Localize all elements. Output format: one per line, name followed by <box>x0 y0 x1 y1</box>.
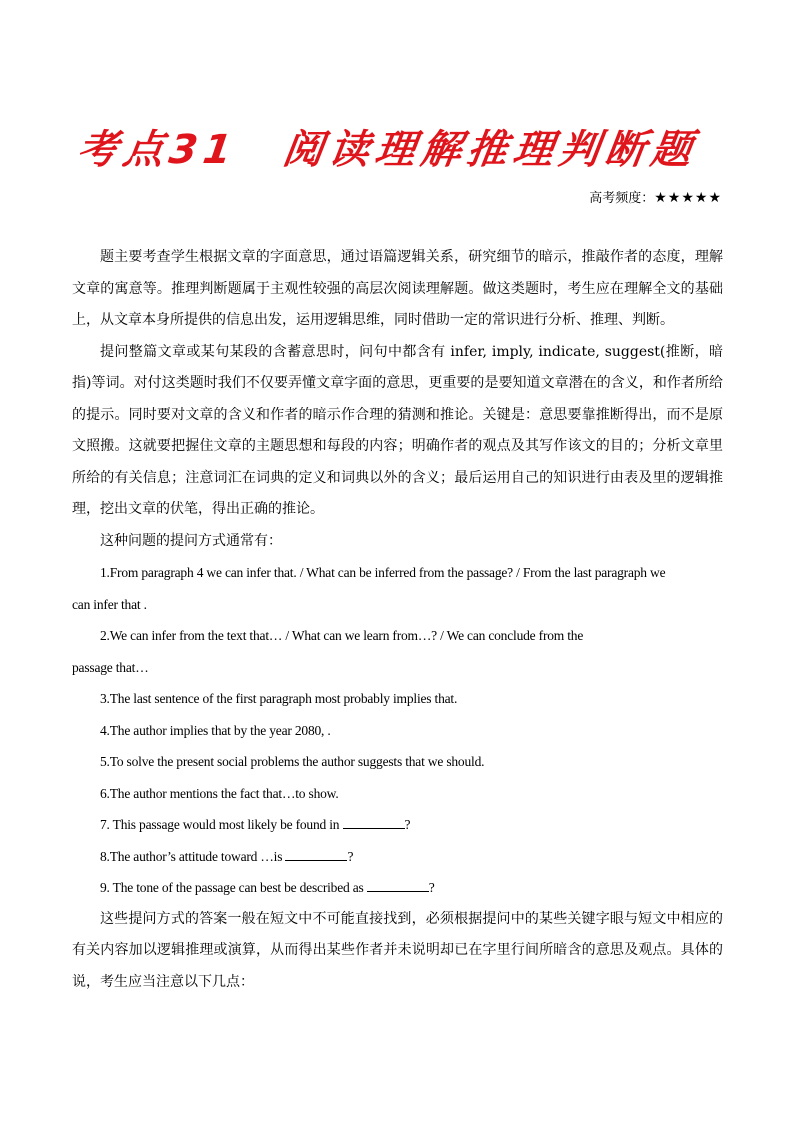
question-2-line-2: passage that… <box>72 659 149 675</box>
question-7-mark: ? <box>404 817 411 832</box>
exam-frequency <box>589 187 722 206</box>
question-9-text: 9. The tone of the passage can best be described as <box>100 880 364 895</box>
question-8-mark: ? <box>347 848 354 864</box>
frequency-label: 高考频度： <box>589 191 655 206</box>
question-8-text: 8.The author’s attitude toward …is <box>100 848 283 864</box>
question-6: 6.The author mentions the fact that…to show. <box>100 785 339 801</box>
paragraph-question-forms: 这种问题的提问方式通常有： <box>100 532 282 549</box>
question-7-text: 7. This passage would most likely be found in <box>100 817 340 832</box>
question-5: 5.To solve the present social problems the author suggests that we should. <box>100 754 485 769</box>
paragraph-method: 提问整篇文章或某句某段的含蓄意思时，问句中都含有 infer, imply, indicate, suggest(推断，暗指)等词。对付这类题时我们不仅要弄懂文章字面的意思，更重要的是要知道文章潜在的含义，和作者所给的提示。同时要对文章的含义和作者的暗示作合理的猜测和推论。关键是：意思要靠推断得出，而不是原文照搬。这就要把握住文章的主题思想和每段的内容；明确作者的观点及其写作该文的目的；分析文章里所给的有关信息；注意词汇在词典的定义和词典以外的含义；最后运用自己的知识进行由表及里的逻辑推理，挖出文章的伏笔，得出正确的推论。 <box>72 343 723 517</box>
question-9-mark: ? <box>428 880 435 895</box>
question-4: 4.The author implies that by the year 2080, . <box>100 722 331 738</box>
question-1-line-1: 1.From paragraph 4 we can infer that. / What can be inferred from the passage? / From the last paragraph we <box>100 565 666 580</box>
question-9 <box>72 872 723 904</box>
article-body <box>72 242 723 998</box>
page-title: 考点31 阅读理解推理判断题 <box>74 127 701 173</box>
answer-blank <box>367 877 429 892</box>
frequency-stars: ★★★★★ <box>654 190 722 206</box>
paragraph-intro: 题主要考查学生根据文章的字面意思，通过语篇逻辑关系，研究细节的暗示，推敲作者的态度，理解文章的寓意等。推理判断题属于主观性较强的高层次阅读理解题。做这类题时，考生应在理解全文的基础上，从文章本身所提供的信息出发，运用逻辑思维，同时借助一定的常识进行分析、推理、判断。 <box>72 249 723 328</box>
paragraph-conclusion: 这些提问方式的答案一般在短文中不可能直接找到，必须根据提问中的某些关键字眼与短文中相应的有关内容加以逻辑推理或演算，从而得出某些作者并未说明却已在字里行间所暗含的意思及观点。具体的说，考生应当注意以下几点： <box>72 910 723 990</box>
question-2-line-1: 2.We can infer from the text that… / What can we learn from…? / We can conclude from the <box>100 628 584 643</box>
question-3: 3.The last sentence of the first paragraph most probably implies that. <box>100 691 458 706</box>
answer-blank <box>343 814 405 829</box>
answer-blank <box>285 846 347 861</box>
question-1-line-2: can infer that . <box>72 596 147 612</box>
question-8 <box>72 841 723 873</box>
question-7 <box>72 809 723 841</box>
